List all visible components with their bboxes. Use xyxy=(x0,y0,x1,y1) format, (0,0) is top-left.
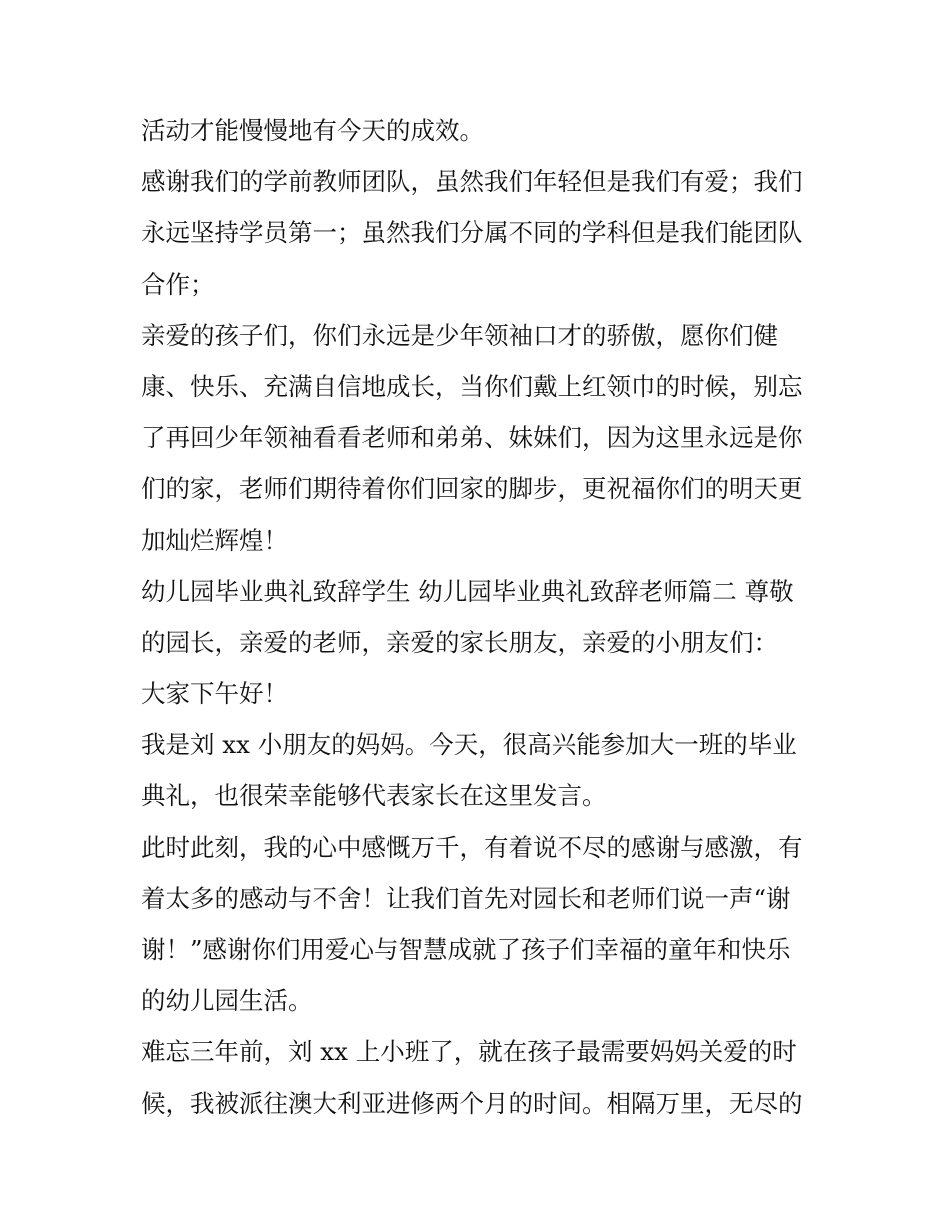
text-line: 大家下午好！ xyxy=(141,679,288,709)
text-line: 了再回少年领袖看看老师和弟弟、妹妹们，因为这里永远是你 xyxy=(141,423,803,453)
document-body xyxy=(141,105,821,1129)
text-line: 们的家，老师们期待着你们回家的脚步，更祝福你们的明天更 xyxy=(141,474,803,504)
text-line: 加灿烂辉煌！ xyxy=(141,525,288,555)
text-line: 我是刘 xx 小朋友的妈妈。今天，很高兴能参加大一班的毕业 xyxy=(141,730,797,760)
text-line: 永远坚持学员第一；虽然我们分属不同的学科但是我们能团队 xyxy=(141,218,803,248)
text-line: 候，我被派往澳大利亚进修两个月的时间。相隔万里，无尽的 xyxy=(141,1088,803,1118)
text-line: 活动才能慢慢地有今天的成效。 xyxy=(141,116,484,145)
text-line: 幼儿园毕业典礼致辞学生 幼儿园毕业典礼致辞老师篇二 尊敬 xyxy=(141,576,794,606)
text-line: 难忘三年前，刘 xx 上小班了，就在孩子最需要妈妈关爱的时 xyxy=(141,1037,797,1067)
text-line: 此时此刻，我的心中感慨万千，有着说不尽的感谢与感激，有 xyxy=(141,832,803,862)
text-line: 的园长，亲爱的老师，亲爱的家长朋友，亲爱的小朋友们： xyxy=(141,627,778,657)
text-line: 的幼儿园生活。 xyxy=(141,986,313,1016)
text-line: 谢！”感谢你们用爱心与智慧成就了孩子们幸福的童年和快乐 xyxy=(141,935,791,964)
text-line: 康、快乐、充满自信地成长，当你们戴上红领巾的时候，别忘 xyxy=(141,371,803,401)
text-line: 着太多的感动与不舍！让我们首先对园长和老师们说一声“谢 xyxy=(141,883,791,913)
text-line: 亲爱的孩子们，你们永远是少年领袖口才的骄傲，愿你们健 xyxy=(141,320,778,350)
text-line: 典礼，也很荣幸能够代表家长在这里发言。 xyxy=(141,781,607,811)
text-line: 感谢我们的学前教师团队，虽然我们年轻但是我们有爱；我们 xyxy=(141,167,803,197)
text-line: 合作； xyxy=(141,269,215,299)
